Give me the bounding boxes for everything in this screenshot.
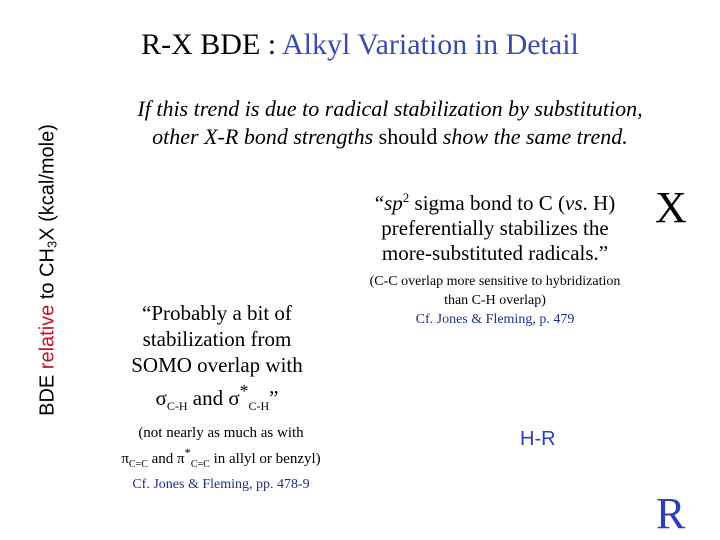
pi-note-citation: Cf. Jones & Fleming, pp. 478-9 — [132, 477, 310, 492]
sp2-quote — [350, 185, 640, 266]
pi-note-line-1: (not nearly as much as with — [138, 425, 304, 441]
y-axis-label-part4: X (kcal/mole) — [36, 124, 59, 241]
hr-label: H-R — [520, 428, 556, 450]
somo-quote-line-3: SOMO overlap with — [131, 353, 303, 377]
sp2-sup: 2 — [402, 190, 410, 205]
pi-star: * — [184, 446, 191, 460]
y-axis-label-relative: relative — [36, 304, 59, 370]
sp2-open-quote: “ — [374, 191, 385, 215]
somo-close-quote: ” — [269, 386, 279, 410]
sigma-symbol-2: σ — [228, 386, 240, 410]
sp2-quote-line-3: more-substituted radicals.” — [381, 241, 609, 265]
somo-quote — [108, 300, 326, 419]
overlap-note-citation: Cf. Jones & Fleming, p. 479 — [415, 312, 575, 327]
pi-tail: in allyl or benzyl) — [209, 451, 321, 467]
overlap-note-line-2: than C-H overlap) — [444, 293, 546, 308]
sp2-rest2: . H) — [582, 191, 616, 215]
y-axis-label-part1: BDE — [36, 369, 59, 416]
y-axis-label-part3: to CH — [36, 248, 59, 305]
intro-text — [60, 95, 720, 151]
pi-sub-2: C=C — [190, 459, 210, 470]
overlap-note — [350, 272, 640, 329]
pi-symbol-1: π — [121, 451, 129, 467]
sp2-vs: vs — [565, 191, 583, 215]
sp2-sp: sp — [384, 191, 403, 215]
slide-title — [0, 28, 720, 62]
pi-symbol-2: π — [177, 451, 185, 467]
intro-line-1: If this trend is due to radical stabilization by substitution, — [137, 96, 643, 121]
sigma-star: * — [239, 381, 249, 401]
somo-quote-line-2: stabilization from — [142, 327, 292, 351]
intro-line-2-prefix: other X-R bond strengths — [152, 124, 379, 149]
somo-quote-line-4 — [108, 378, 326, 419]
sigma-symbol-1: σ — [155, 386, 167, 410]
intro-line-2-suffix: show the same trend. — [437, 124, 628, 149]
intro-line-2 — [60, 123, 720, 151]
big-x-label: X — [655, 183, 687, 232]
somo-quote-line-1: “Probably a bit of — [142, 301, 292, 325]
pi-note-line-2 — [108, 443, 334, 475]
overlap-note-line-1: (C-C overlap more sensitive to hybridization — [369, 274, 621, 289]
y-axis-label-sub: 3 — [44, 240, 60, 249]
somo-and: and — [187, 386, 229, 410]
y-axis-label — [37, 124, 60, 416]
sp2-quote-line-2: preferentially stabilizes the — [381, 216, 609, 240]
sp2-rest1: sigma bond to C ( — [409, 191, 566, 215]
sp2-quote-line-1 — [350, 185, 640, 216]
title-highlight: Alkyl Variation in Detail — [281, 28, 579, 61]
title-prefix: R-X BDE : — [141, 28, 282, 61]
pi-and: and — [147, 451, 178, 467]
intro-line-2-upright: should — [378, 124, 438, 149]
sigma-sub-2: C-H — [248, 399, 270, 414]
big-r-label: R — [656, 489, 686, 538]
pi-sub-1: C=C — [128, 459, 148, 470]
sigma-sub-1: C-H — [166, 399, 188, 414]
pi-note — [108, 423, 334, 495]
